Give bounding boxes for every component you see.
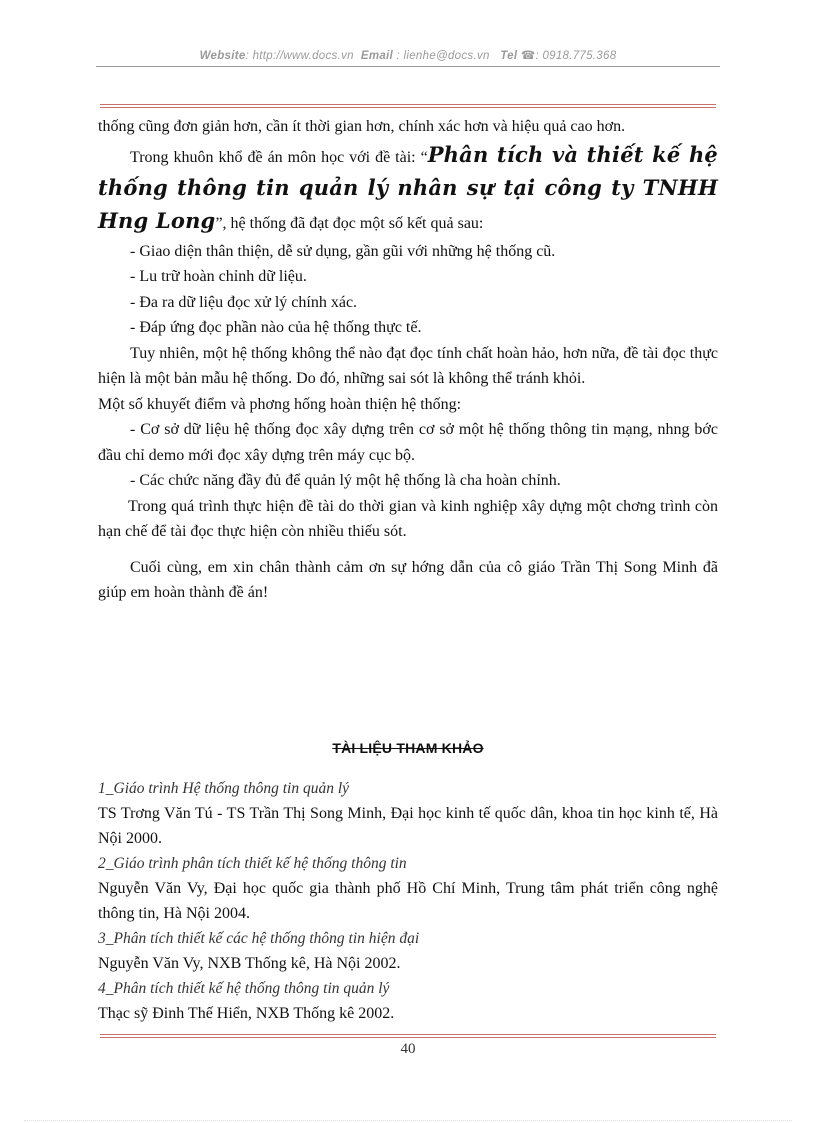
result-item: - Đáp ứng đọc phần nào của hệ thống thực tế. <box>130 319 422 336</box>
reference-detail: TS Trơng Văn Tú - TS Trần Thị Song Minh, Đại học kinh tế quốc dân, khoa tin học kinh tế, Hà Nội 2000. <box>98 805 718 847</box>
page-header <box>96 48 720 62</box>
reference-title: 2_Giáo trình phân tích thiết kế hệ thống thông tin <box>98 855 407 872</box>
email-value: : lienhe@docs.vn <box>396 50 490 62</box>
main-content <box>98 114 718 606</box>
page-edge-divider <box>24 1120 792 1121</box>
header-divider <box>96 66 720 67</box>
result-item: - Đa ra dữ liệu đọc xử lý chính xác. <box>130 293 358 311</box>
reference-title: 3_Phân tích thiết kế các hệ thống thông tin hiện đại <box>98 930 420 947</box>
reference-detail: Nguyễn Văn Vy, Đại học quốc gia thành phố Hồ Chí Minh, Trung tâm phát triển công nghệ thông tin, Hà Nội 2004. <box>98 880 718 922</box>
reference-title: 1_Giáo trình Hệ thống thông tin quản lý <box>98 780 350 797</box>
email-label: Email <box>360 50 394 62</box>
paragraph-6: - Các chức năng đầy đủ để quản lý một hệ thống là cha hoàn chỉnh. <box>130 472 561 489</box>
paragraph-5: - Cơ sở dữ liệu hệ thống đọc xây dựng trên cơ sở một hệ thống thông tin mạng, nhng bớc đầu chỉ demo mới đọc xây dựng trên máy cục bộ. <box>98 421 718 464</box>
reference-detail: Nguyễn Văn Vy, NXB Thống kê, Hà Nội 2002. <box>98 955 401 972</box>
website-value: : http://www.docs.vn <box>245 50 354 62</box>
reference-detail: Thạc sỹ Đinh Thế Hiển, NXB Thống kê 2002. <box>98 1005 395 1022</box>
top-double-rule <box>100 104 716 108</box>
references-heading: TÀI LIỆU THAM KHẢO <box>332 740 484 756</box>
paragraph-2-intro: Trong khuôn khổ đề án môn học với đề tài: “ <box>130 148 428 166</box>
bottom-double-rule <box>100 1034 716 1038</box>
tel-value: : 0918.775.368 <box>535 50 617 62</box>
references-list <box>98 776 718 1026</box>
project-title: Phân tích và thiết kế hệ thống thông tin quản lý nhân sự tại công ty TNHH Hng Long <box>98 141 718 233</box>
paragraph-4: Một số khuyết điểm và phơng hống hoàn thiện hệ thống: <box>98 395 462 413</box>
paragraph-2 <box>98 140 718 239</box>
paragraph-7: Trong quá trình thực hiện đề tài do thời gian và kinh nghiệp xây dựng một chơng trình còn hạn chế để tài đọc thực hiện còn nhiều thiếu sót. <box>98 497 718 540</box>
paragraph-2-end: ”, hệ thống đã đạt đọc một số kết quả sau: <box>215 214 484 232</box>
result-item: - Giao diện thân thiện, dễ sử dụng, gần gũi với những hệ thống cũ. <box>130 242 556 260</box>
result-item: - Lu trữ hoàn chỉnh dữ liệu. <box>130 268 307 285</box>
paragraph-3: Tuy nhiên, một hệ thống không thể nào đạt đọc tính chất hoàn hảo, hơn nữa, đề tài đọc thực hiện là một bản mẫu hệ thống. Do đó, những sai sót là không thể tránh khỏi. <box>98 344 718 387</box>
phone-icon: ☎ <box>520 50 536 62</box>
paragraph-8: Cuối cùng, em xin chân thành cảm ơn sự hớng dẫn của cô giáo Trần Thị Song Minh đã giúp em hoàn thành đề án! <box>98 558 718 601</box>
paragraph-1: thống cũng đơn giản hơn, cần ít thời gian hơn, chính xác hơn và hiệu quả cao hơn. <box>98 118 626 135</box>
page-number: 40 <box>400 1041 416 1057</box>
website-label: Website <box>199 50 246 62</box>
tel-label: Tel <box>500 50 518 62</box>
reference-title: 4_Phân tích thiết kế hệ thống thông tin quản lý <box>98 980 390 997</box>
